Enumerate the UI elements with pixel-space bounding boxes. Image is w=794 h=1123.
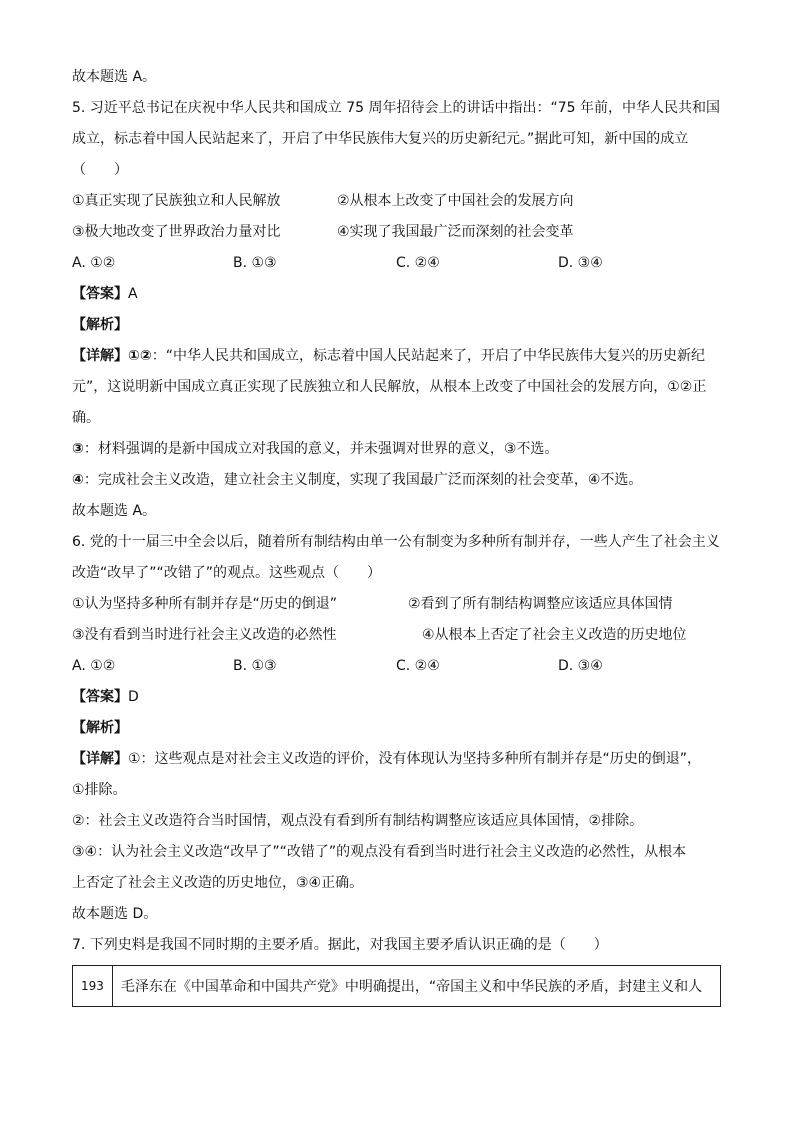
q5-statements-row2 xyxy=(72,217,732,248)
answer-tag: 【答案】 xyxy=(72,689,128,705)
q6-detail-line1 xyxy=(72,744,732,775)
q5-option-b: B. ①③ xyxy=(233,255,277,271)
q5-detail-item4 xyxy=(72,465,732,496)
detail-ref: ④ xyxy=(72,472,84,488)
q6-detail-item34-line2: 上否定了社会主义改造的历史地位，③④正确。 xyxy=(72,875,364,891)
q6-statement-2: ②看到了所有制结构调整应该适应具体国情 xyxy=(408,596,673,612)
q6-statement-4: ④从根本上否定了社会主义改造的历史地位 xyxy=(422,627,687,643)
detail-ref: ③ xyxy=(72,441,84,457)
answer-tag: 【答案】 xyxy=(72,286,128,302)
q5-conclusion: 故本题选 A。 xyxy=(72,503,157,519)
q4-conclusion: 故本题选 A。 xyxy=(72,69,157,85)
document-page xyxy=(72,62,732,1007)
q5-detail-line2: 元”，这说明新中国成立真正实现了民族独立和人民解放，从根本上改变了中国社会的发展方向，①②正 xyxy=(72,379,707,395)
q7-stem: 7. 下列史料是我国不同时期的主要矛盾。据此，对我国主要矛盾认识正确的是（ ） xyxy=(72,937,608,953)
q6-detail-item34-line1: ③④：认为社会主义改造“改早了”“改错了”的观点没有看到当时进行社会主义改造的必然性，从根本 xyxy=(72,844,687,860)
q5-statements-row1 xyxy=(72,186,732,217)
table-row xyxy=(73,966,721,1007)
q5-detail-item3 xyxy=(72,434,732,465)
q7-row1-year: 193 xyxy=(73,966,113,1007)
q5-blank: （ ） xyxy=(72,162,128,178)
detail-tag: 【详解】 xyxy=(72,751,128,767)
detail-ref: ①② xyxy=(128,348,152,364)
q5-options xyxy=(72,248,732,279)
q6-option-d: D. ③④ xyxy=(558,658,603,674)
q6-conclusion: 故本题选 D。 xyxy=(72,906,158,922)
q6-stem-line2: 改造“改早了”“改错了”的观点。这些观点（ ） xyxy=(72,565,382,581)
q5-stem-line1: 5. 习近平总书记在庆祝中华人民共和国成立 75 周年招待会上的讲话中指出：“75 年前，中华人民共和国 xyxy=(72,100,721,116)
q6-option-c: C. ②④ xyxy=(396,658,440,674)
q6-options xyxy=(72,651,732,682)
q5-statement-3: ③极大地改变了世界政治力量对比 xyxy=(72,224,281,240)
q6-answer xyxy=(72,682,732,713)
q5-stem-line2: 成立，标志着中国人民站起来了，开启了中华民族伟大复兴的历史新纪元。”据此可知，新中国的成立 xyxy=(72,131,689,147)
q7-row1-text: 毛泽东在《中国革命和中国共产党》中明确提出，“帝国主义和中华民族的矛盾，封建主义和人 xyxy=(112,966,720,1007)
q5-option-d: D. ③④ xyxy=(558,255,603,271)
answer-value: A xyxy=(128,286,138,302)
q5-answer xyxy=(72,279,732,310)
detail-tag: 【详解】 xyxy=(72,348,128,364)
q6-detail-line2: ①排除。 xyxy=(72,782,127,798)
q5-statement-1: ①真正实现了民族独立和人民解放 xyxy=(72,193,281,209)
q6-statement-3: ③没有看到当时进行社会主义改造的必然性 xyxy=(72,627,337,643)
detail-text: ：完成社会主义改造，建立社会主义制度，实现了我国最广泛而深刻的社会变革，④不选。 xyxy=(83,472,643,488)
detail-text: ：材料强调的是新中国成立对我国的意义，并未强调对世界的意义，③不选。 xyxy=(83,441,559,457)
q5-option-c: C. ②④ xyxy=(396,255,440,271)
q6-statements-row2 xyxy=(72,620,732,651)
q7-source-table xyxy=(72,965,721,1007)
q5-statement-2: ②从根本上改变了中国社会的发展方向 xyxy=(337,193,574,209)
q6-statements-row1 xyxy=(72,589,732,620)
q6-stem-line1: 6. 党的十一届三中全会以后，随着所有制结构由单一公有制变为多种所有制并存，一些人产生了社会主义 xyxy=(72,534,720,550)
q6-statement-1: ①认为坚持多种所有制并存是“历史的倒退” xyxy=(72,596,338,612)
q5-analysis-heading: 【解析】 xyxy=(72,317,128,333)
answer-value: D xyxy=(128,689,139,705)
q6-detail-item2: ②：社会主义改造符合当时国情，观点没有看到所有制结构调整应该适应具体国情，②排除。 xyxy=(72,813,644,829)
q6-option-a: A. ①② xyxy=(72,658,116,674)
q6-option-b: B. ①③ xyxy=(233,658,277,674)
q5-statement-4: ④实现了我国最广泛而深刻的社会变革 xyxy=(337,224,574,240)
q6-analysis-heading: 【解析】 xyxy=(72,720,128,736)
detail-text: ①：这些观点是对社会主义改造的评价，没有体现认为坚持多种所有制并存是“历史的倒退”， xyxy=(128,751,702,767)
detail-text: ：“中华人民共和国成立，标志着中国人民站起来了，开启了中华民族伟大复兴的历史新纪 xyxy=(151,348,705,364)
q5-detail-line3: 确。 xyxy=(72,410,100,426)
q5-detail-line1 xyxy=(72,341,732,372)
q5-option-a: A. ①② xyxy=(72,255,116,271)
